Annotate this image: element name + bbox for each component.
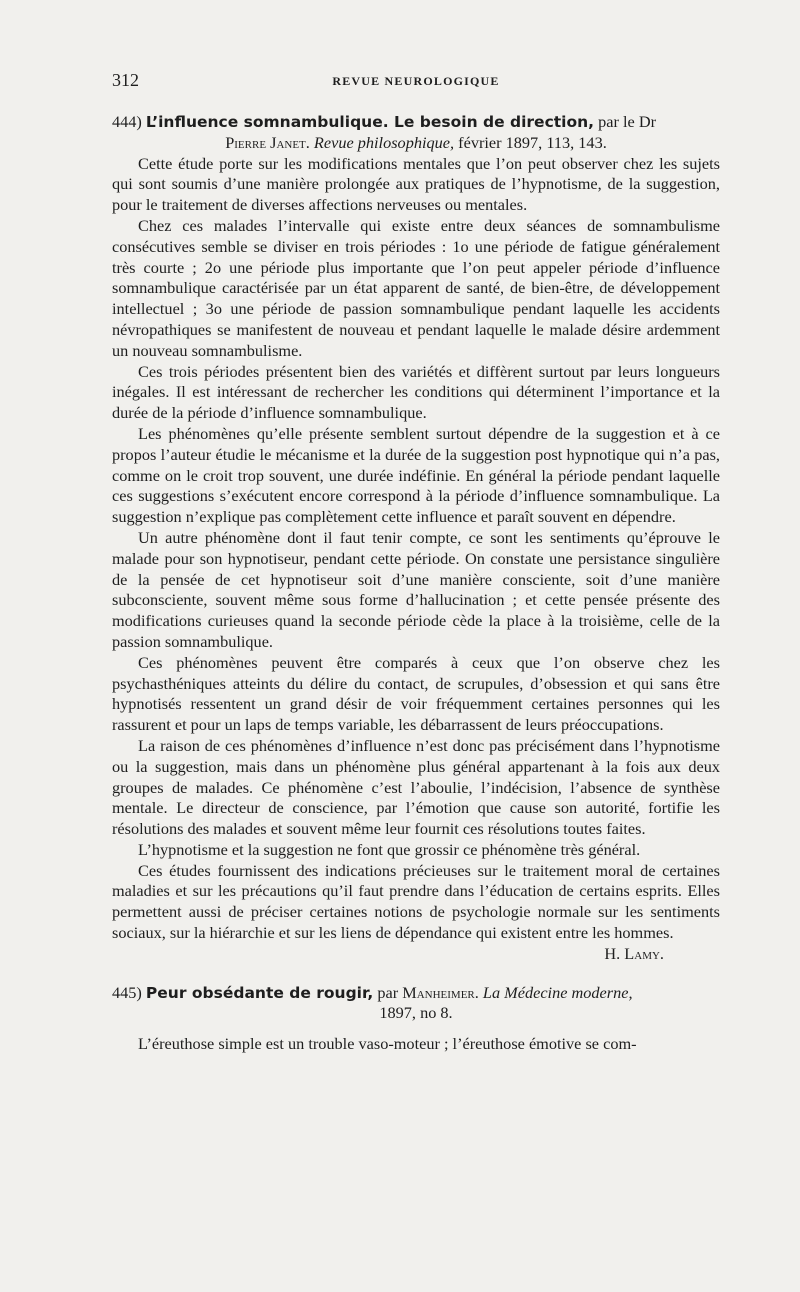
article-445-journal: La Médecine moderne, [482, 982, 633, 1002]
article-445-number: 445) [112, 982, 142, 1002]
article-444-paragraph: Chez ces malades l’intervalle qui existe entre deux séances de somnambulisme consécutives semble se diviser en trois périodes : 1o une période de fatigue généralement très courte ; 2o une période plus importante que l’on peut appeler période d’influence somnambulique caractérisée par un état apparent de santé, de bien-être, de développement intellectuel ; 3o une période de passion somnambulique pendant laquelle les accidents névropathiques se manifestent de nouveau et pendant laquelle le malade désire ardemment un nouveau somnambulisme. [112, 215, 720, 360]
article-444-number: 444) [112, 112, 142, 131]
article-444-dr: Dr [638, 112, 657, 131]
article-445-title: Peur obsédante de rougir, [145, 983, 374, 1002]
page-body [112, 112, 720, 1055]
article-444-title: L’influence somnambulique. Le besoin de direction, [145, 113, 595, 131]
article-444-paragraph: Ces phénomènes peuvent être comparés à ceux que l’on observe chez les psychasthéniques atteints du délire du contact, de scrupules, d’obsession et qui sans être hypnotisés ressentent un grand désir de voir fréquemment certaines personnes qui les rassurent et pour un laps de temps variable, les débarrassent de leurs préoccupations. [112, 652, 720, 735]
article-444-paragraph: L’hypnotisme et la suggestion ne font que grossir ce phénomène très général. [138, 839, 641, 859]
article-444-paragraph: La raison de ces phénomènes d’influence n’est donc pas précisément dans l’hypnotisme ou la suggestion, mais dans un phénomène plus général appartenant à la fois aux deux groupes de malades. Ce phénomène c’est l’aboulie, l’indécision, l’absence de synthèse mentale. Le directeur de conscience, par l’émotion que cause son autorité, fortifie les résolutions des malades et souvent même leur fournit ces résolutions toutes faites. [112, 735, 720, 839]
section-gap [112, 1024, 720, 1034]
article-444-paragraph: Un autre phénomène dont il faut tenir compte, ce sont les sentiments qu’éprouve le malade pour son hypnotiseur, pendant cette période. On constate une persistance singulière de la pensée de cet hypnotiseur soit d’une manière consciente, soit d’une manière subconsciente, souvent même sous forme d’hallucination ; et cette pensée présente des modifications curieuses quand la seconde période cède la place à la troisième, celle de la passion somnambulique. [112, 527, 720, 651]
article-444-par: par le [598, 112, 635, 131]
article-444-heading [112, 112, 720, 154]
article-445-date: 1897, no 8. [379, 1003, 453, 1023]
page-number: 312 [112, 70, 139, 90]
article-444-paragraph: Ces trois périodes présentent bien des variétés et diffèrent surtout par leurs longueurs inégales. Il est intéressant de rechercher les conditions qui déterminent l’importance et la durée de la période d’influence somnambulique. [112, 361, 720, 423]
article-444-author: Pierre Janet. [225, 132, 310, 152]
article-445-paragraph: L’éreuthose simple est un trouble vaso-moteur ; l’éreuthose émotive se com- [138, 1034, 637, 1054]
article-445-author: Manheimer. [402, 982, 479, 1002]
running-header [112, 70, 720, 96]
article-444-paragraph: Cette étude porte sur les modifications mentales que l’on peut observer chez les sujets qui sont soumis d’une manière prolongée aux pratiques de l’hypnotisme, de la suggestion, pour le traitement de diverses affections nerveuses ou mentales. [112, 153, 720, 215]
article-444-paragraph: Les phénomènes qu’elle présente semblent surtout dépendre de la suggestion et à ce propos l’auteur étudie le mécanisme et la durée de la suggestion post hypnotique qui n’a pas, comme on le croit trop souvent, une durée indéfinie. En général la période pendant laquelle ces suggestions s’exécutent encore correspond à la période d’influence somnambulique. La suggestion n’explique pas complètement cette influence et paraît souvent en dépendre. [112, 423, 720, 527]
article-445-heading [112, 983, 720, 1025]
article-444-paragraph: Ces études fournissent des indications précieuses sur le traitement moral de certaines maladies et sur les précautions qu’il faut prendre dans l’éducation de certains esprits. Elles permettent aussi de préciser certaines notions de psychologie normale sur les sentiments sociaux, sur la hiérarchie et sur les liens de dépendance qui existent entre les hommes. [112, 860, 720, 943]
journal-title: REVUE NEUROLOGIQUE [332, 74, 500, 88]
article-444-date: février 1897, 113, 143. [458, 132, 607, 152]
article-444-signature: H. Lamy. [604, 943, 664, 963]
article-445-par: par [377, 982, 399, 1002]
article-444-journal: Revue philosophique, [313, 132, 455, 152]
article-444-citation [112, 133, 720, 154]
article-444-signature-line [112, 944, 720, 965]
section-gap [112, 965, 720, 983]
